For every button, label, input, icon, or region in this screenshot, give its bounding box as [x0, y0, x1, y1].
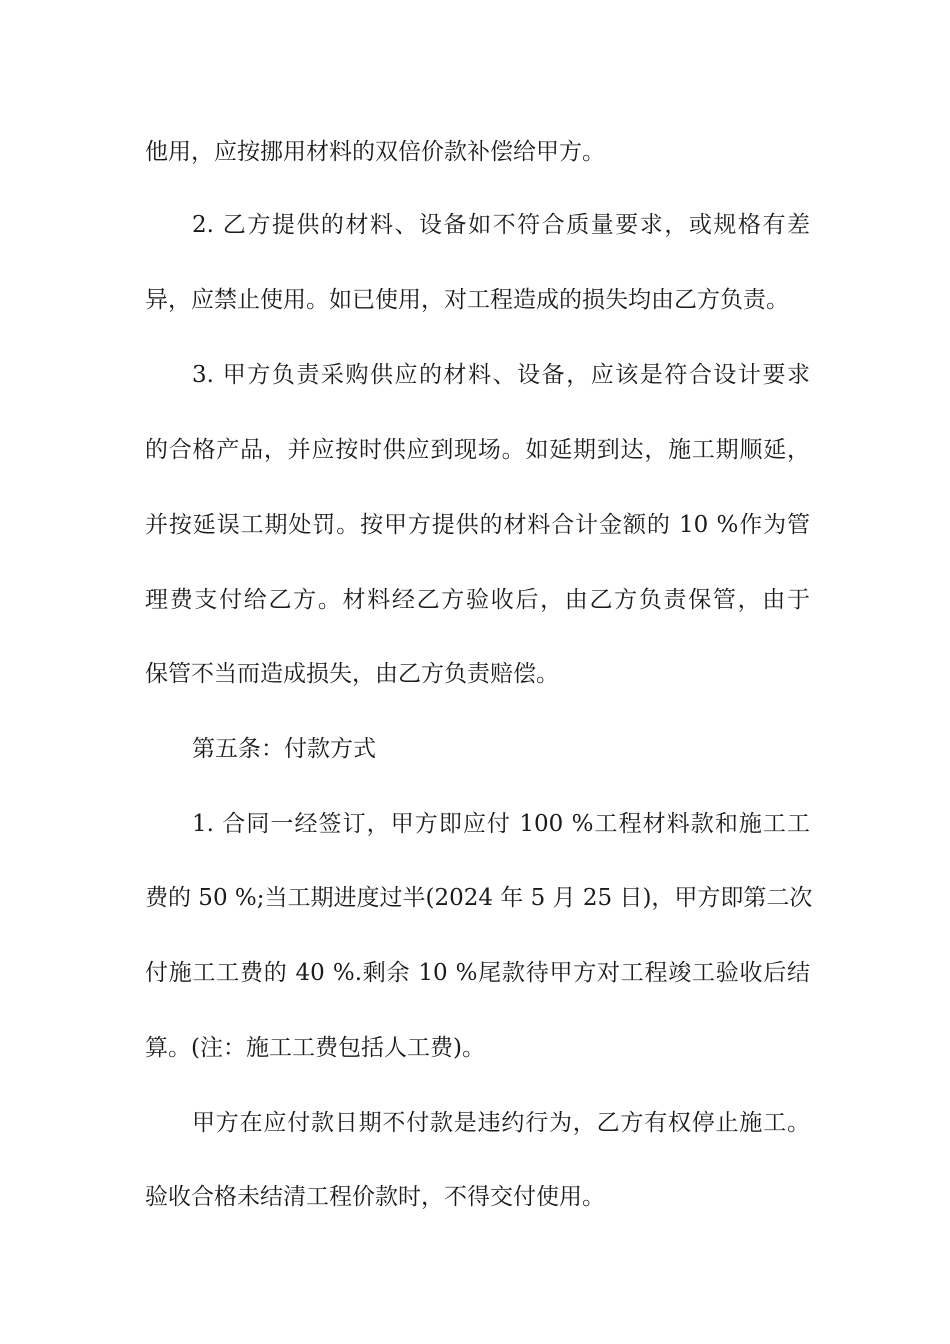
- text-line: 甲方在应付款日期不付款是违约行为，乙方有权停止施工。: [192, 1110, 810, 1136]
- text-line: 保管不当而造成损失，由乙方负责赔偿。: [145, 661, 559, 687]
- text-line: 异，应禁止使用。如已使用，对工程造成的损失均由乙方负责。: [145, 287, 789, 313]
- text-line: 1. 合同一经签订，甲方即应付 100 %工程材料款和施工工: [192, 811, 810, 837]
- text-line: 付施工工费的 40 %.剩余 10 %尾款待甲方对工程竣工验收后结: [145, 960, 810, 986]
- text-line: 验收合格未结清工程价款时，不得交付使用。: [145, 1184, 605, 1210]
- text-line: 3. 甲方负责采购供应的材料、设备，应该是符合设计要求: [192, 362, 810, 388]
- text-line: 的合格产品，并应按时供应到现场。如延期到达，施工期顺延，: [145, 437, 810, 463]
- section-heading: 第五条：付款方式: [192, 736, 376, 762]
- text-line: 费的 50 %;当工期进度过半(2024 年 5 月 25 日)，甲方即第二次: [145, 885, 813, 911]
- text-line: 算。(注：施工工费包括人工费)。: [145, 1035, 485, 1061]
- text-line: 他用，应按挪用材料的双倍价款补偿给甲方。: [145, 139, 605, 165]
- text-line: 并按延误工期处罚。按甲方提供的材料合计金额的 10 %作为管: [145, 512, 810, 538]
- text-line: 2. 乙方提供的材料、设备如不符合质量要求，或规格有差: [192, 212, 810, 238]
- text-line: 理费支付给乙方。材料经乙方验收后，由乙方负责保管，由于: [145, 587, 810, 613]
